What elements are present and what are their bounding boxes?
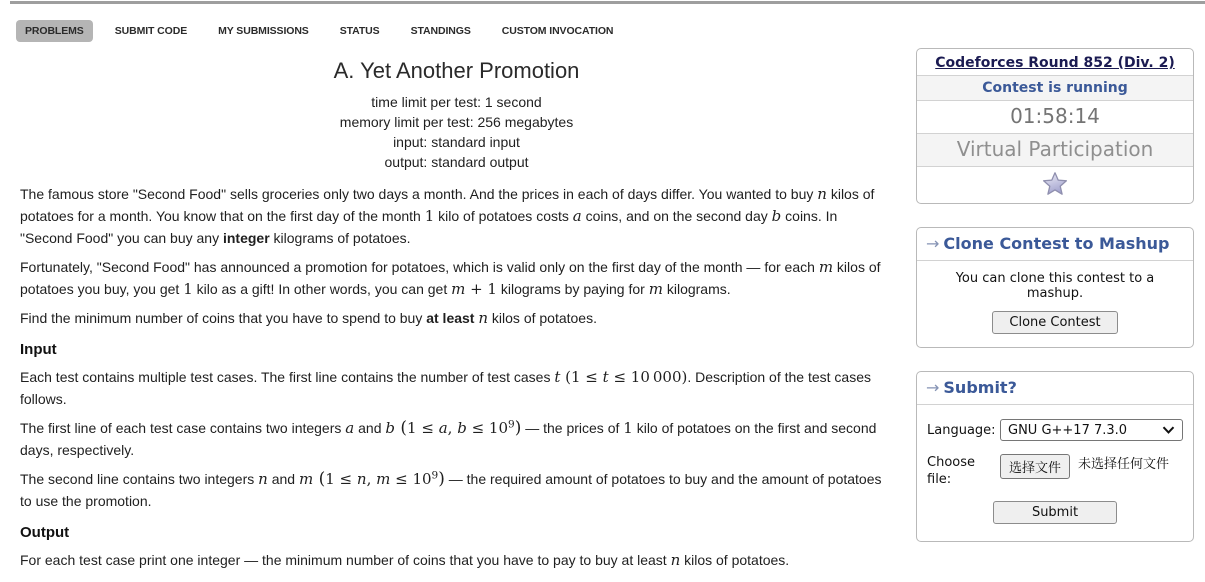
text: . Description of the test cases follows.	[20, 369, 871, 407]
math-text: ≤ 10	[466, 419, 508, 437]
output-spec: output: standard output	[384, 154, 529, 170]
text: and	[354, 420, 386, 436]
text: The famous store "Second Food" sells groceries only two days a month. And the prices in each of days differ. You wanted to buy	[20, 186, 818, 202]
language-value: GNU G++17 7.3.0	[1008, 422, 1128, 438]
math-paren: )	[438, 469, 445, 489]
text: kilograms.	[662, 281, 731, 297]
language-select[interactable]	[1000, 419, 1183, 441]
choose-file-row	[927, 454, 1183, 488]
math-paren: (	[313, 469, 326, 489]
text: Each test contains multiple test cases. The first line contains the number of test cases	[20, 369, 555, 385]
math-var: b	[457, 419, 467, 437]
contest-timer: 01:58:14	[917, 100, 1193, 133]
memory-limit: memory limit per test: 256 megabytes	[339, 114, 574, 130]
math-var: b	[385, 419, 395, 437]
math-paren: (	[394, 418, 408, 438]
contest-status: Contest is running	[917, 75, 1193, 100]
submit-box-caption	[917, 372, 1193, 405]
problem-title: A. Yet Another Promotion	[333, 58, 580, 83]
clone-box-caption	[917, 228, 1193, 261]
text: coins. In "Second Food" you can buy any	[20, 208, 838, 246]
math-text: + 1	[465, 280, 497, 298]
clone-contest-button[interactable]: Clone Contest	[992, 311, 1117, 334]
text: and	[267, 471, 299, 487]
text: kilograms of potatoes.	[269, 230, 411, 246]
text: kilo of potatoes on the first and second days, respectively.	[20, 420, 877, 458]
math-var: n	[478, 309, 489, 327]
paragraph	[20, 256, 893, 300]
text: The second line contains two integers	[20, 471, 259, 487]
math-var: n	[670, 551, 681, 569]
math-text: 1 ≤	[407, 419, 439, 437]
tab-standings[interactable]: STANDINGS	[410, 25, 471, 37]
tab-submit-code[interactable]: SUBMIT CODE	[114, 25, 188, 37]
tab-status[interactable]: STATUS	[339, 25, 380, 37]
math-var: m	[818, 258, 834, 276]
problem-limits	[20, 92, 893, 172]
choose-file-label: Choose file:	[927, 455, 975, 487]
math-var: n	[356, 470, 367, 488]
sidebar	[916, 48, 1194, 565]
bold-text: at least	[426, 310, 475, 326]
favorite-row	[917, 166, 1193, 203]
submit-form	[917, 405, 1193, 541]
math-var: a	[438, 419, 448, 437]
clone-description: You can clone this contest to a mashup.	[955, 271, 1155, 301]
top-divider	[10, 1, 1205, 4]
math-text: ,	[447, 419, 458, 437]
tab-bar	[16, 20, 622, 42]
language-row	[927, 419, 1183, 441]
math-text: ,	[366, 470, 377, 488]
math-text: ≤ 10 000)	[608, 368, 688, 386]
math-text: 1	[424, 207, 435, 225]
text: — the prices of	[521, 420, 624, 436]
paragraph	[20, 307, 893, 329]
math-var: m	[298, 470, 314, 488]
contest-info-box	[916, 48, 1194, 204]
tab-custom-invocation[interactable]: CUSTOM INVOCATION	[501, 25, 614, 37]
math-var: t	[554, 368, 561, 386]
chevron-down-icon	[1162, 426, 1175, 434]
star-icon[interactable]	[1042, 171, 1068, 196]
math-text: (1 ≤	[560, 368, 603, 386]
paragraph	[20, 468, 893, 512]
text: kilo as a gift! In other words, you can get	[192, 281, 452, 297]
contest-title-row	[917, 49, 1193, 75]
math-var: b	[771, 207, 782, 225]
tab-my-submissions[interactable]: MY SUBMISSIONS	[218, 25, 309, 37]
text: Find the minimum number of coins that you have to spend to buy	[20, 310, 427, 326]
time-limit: time limit per test: 1 second	[371, 94, 542, 110]
text: kilograms by paying for	[496, 281, 649, 297]
paragraph	[20, 549, 893, 571]
math-superscript: 9	[431, 469, 439, 482]
file-choose-button[interactable]: 选择文件	[1000, 454, 1070, 479]
text: kilos of potatoes you buy, you get	[20, 259, 881, 297]
section-title-input: Input	[20, 341, 57, 358]
contest-link[interactable]: Codeforces Round 852 (Div. 2)	[935, 55, 1175, 71]
language-label: Language:	[927, 422, 996, 438]
math-text: 1	[623, 419, 633, 437]
tab-problems[interactable]: PROBLEMS	[16, 20, 93, 42]
text: Fortunately, "Second Food" has announced a promotion for potatoes, which is valid only on the first day of the month — for each	[20, 259, 819, 275]
bold-text: integer	[222, 230, 270, 246]
math-text: ≤ 10	[390, 470, 432, 488]
section-title-output: Output	[20, 524, 70, 541]
submit-box-title: Submit?	[943, 378, 1017, 397]
math-paren: )	[514, 418, 522, 438]
file-status-text: 未选择任何文件	[1078, 457, 1170, 472]
input-spec: input: standard input	[393, 134, 520, 150]
statement-body	[20, 183, 893, 571]
text: kilos of potatoes for a month. You know that on the first day of the month	[20, 186, 875, 224]
arrow-right-icon: →	[926, 234, 940, 253]
math-text: 1	[183, 280, 193, 298]
problem-statement	[20, 58, 893, 578]
math-var: n	[817, 185, 827, 203]
math-var: m	[376, 470, 391, 488]
math-var: n	[258, 470, 268, 488]
math-var: a	[345, 419, 355, 437]
math-var: a	[572, 207, 582, 225]
math-text: 1 ≤	[325, 470, 357, 488]
clone-box-body	[917, 261, 1193, 347]
participation-mode: Virtual Participation	[917, 133, 1193, 166]
text: — the required amount of potatoes to buy and the amount of potatoes to use the promotion.	[20, 471, 882, 509]
text: For each test case print one integer — the minimum number of coins that you have to pay to buy at least	[20, 552, 671, 568]
arrow-right-icon: →	[926, 378, 940, 397]
paragraph	[20, 366, 893, 410]
text: kilos of potatoes.	[680, 552, 790, 568]
submit-box	[916, 371, 1194, 542]
text: The first line of each test case contains two integers	[20, 420, 346, 436]
clone-contest-box	[916, 227, 1194, 348]
math-var: m	[648, 280, 663, 298]
clone-box-title: Clone Contest to Mashup	[943, 234, 1170, 253]
submit-button[interactable]: Submit	[993, 501, 1117, 524]
text: coins, and on the second day	[581, 208, 772, 224]
submit-row	[927, 501, 1183, 524]
paragraph	[20, 183, 893, 249]
paragraph	[20, 417, 893, 461]
math-var: t	[602, 368, 609, 386]
math-var: m	[451, 280, 466, 298]
math-superscript: 9	[508, 418, 515, 431]
text: kilo of potatoes costs	[434, 208, 573, 224]
text: kilos of potatoes.	[488, 310, 597, 326]
